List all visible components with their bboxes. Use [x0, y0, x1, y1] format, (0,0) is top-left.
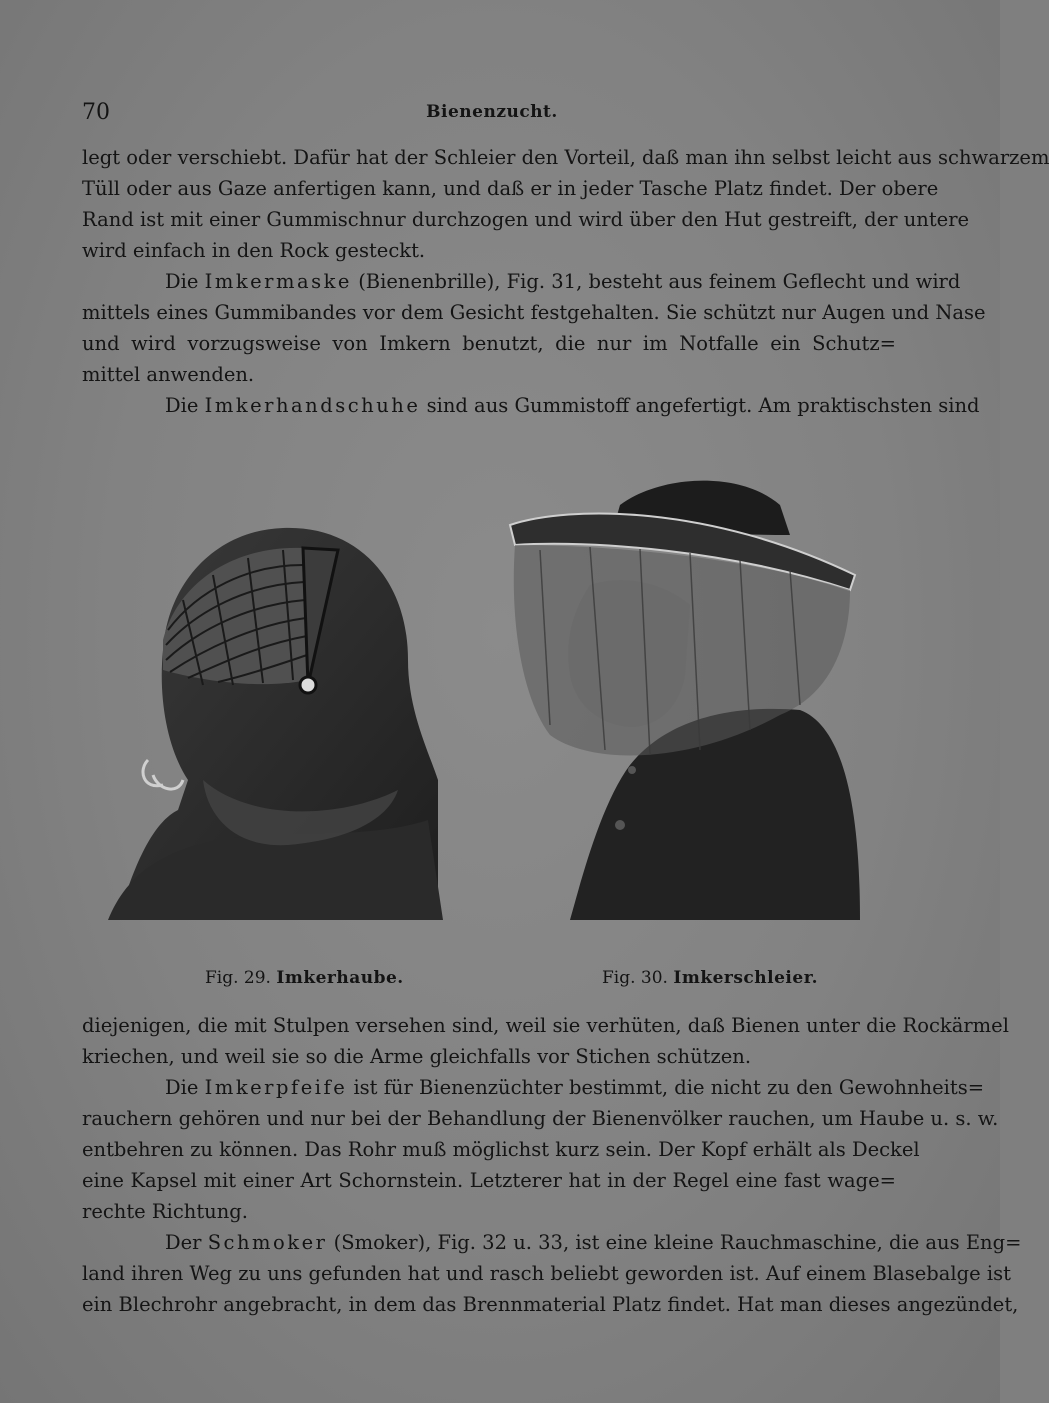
text-line: kriechen, und weil sie so die Arme gleichfalls vor Stichen schützen. — [82, 1045, 752, 1068]
text-line: mittels eines Gummibandes vor dem Gesicht festgehalten. Sie schützt nur Augen und Nase — [82, 301, 986, 324]
term-imkerpfeife: Imkerpfeife — [204, 1076, 348, 1099]
text-line: land ihren Weg zu uns gefunden hat und rasch beliebt geworden ist. Auf einem Blasebalge ist — [82, 1262, 1011, 1285]
text-block-bottom — [82, 1010, 1022, 1320]
paragraph-imkerhandschuhe-first-line — [82, 390, 980, 421]
paragraph-rest: ist für Bienenzüchter bestimmt, die nicht zu den Gewohnheits= — [353, 1076, 985, 1099]
text-line: rauchern gehören und nur bei der Behandlung der Bienenvölker rauchen, um Haube u. s. w. — [82, 1107, 999, 1130]
text-block-top — [82, 142, 1049, 421]
term-schmoker: Schmoker — [207, 1231, 328, 1254]
figure-29-name: Imkerhaube. — [276, 968, 404, 988]
figure-30-number: Fig. 30. — [602, 968, 668, 988]
figure-area — [0, 455, 1000, 975]
text-line: eine Kapsel mit einer Art Schornstein. Letzterer hat in der Regel eine fast wage= — [82, 1169, 896, 1192]
text-line: legt oder verschiebt. Dafür hat der Schleier den Vorteil, daß man ihn selbst leicht aus schwarzem — [82, 146, 1049, 169]
paragraph-lead: Die — [165, 270, 199, 293]
text-line: und wird vorzugsweise von Imkern benutzt, die nur im Notfalle ein Schutz= — [82, 332, 896, 355]
text-line: rechte Richtung. — [82, 1200, 248, 1223]
page-header — [82, 100, 902, 130]
text-line: ein Blechrohr angebracht, in dem das Brennmaterial Platz findet. Hat man dieses angezündet, — [82, 1293, 1019, 1316]
paragraph-lead: Die — [165, 1076, 199, 1099]
figure-29-caption — [205, 968, 404, 988]
paragraph-rest: sind aus Gummistoff angefertigt. Am praktischsten sind — [426, 394, 980, 417]
running-title: Bienenzucht. — [426, 102, 558, 122]
text-line: Tüll oder aus Gaze anfertigen kann, und daß er in jeder Tasche Platz findet. Der obere — [82, 177, 939, 200]
paragraph-imkermaske-first-line — [82, 266, 961, 297]
paragraph-lead: Die — [165, 394, 199, 417]
figure-29-number: Fig. 29. — [205, 968, 271, 988]
text-line: mittel anwenden. — [82, 363, 255, 386]
text-line: Rand ist mit einer Gummischnur durchzogen und wird über den Hut gestreift, der untere — [82, 208, 970, 231]
text-line: wird einfach in den Rock gesteckt. — [82, 239, 426, 262]
text-line: diejenigen, die mit Stulpen versehen sind, weil sie verhüten, daß Bienen unter die Rockärmel — [82, 1014, 1009, 1037]
term-imkerhandschuhe: Imkerhandschuhe — [204, 394, 421, 417]
figure-imkerschleier-illustration — [510, 465, 862, 920]
page-number: 70 — [82, 100, 110, 125]
figure-30-caption — [602, 968, 818, 988]
paragraph-imkerpfeife-first-line — [82, 1072, 985, 1103]
paragraph-rest: (Bienenbrille), Fig. 31, besteht aus feinem Geflecht und wird — [358, 270, 961, 293]
paragraph-lead: Der — [165, 1231, 202, 1254]
figure-imkerhaube-illustration — [108, 520, 448, 920]
text-line: entbehren zu können. Das Rohr muß möglichst kurz sein. Der Kopf erhält als Deckel — [82, 1138, 920, 1161]
paragraph-rest: (Smoker), Fig. 32 u. 33, ist eine kleine Rauchmaschine, die aus Eng= — [333, 1231, 1022, 1254]
term-imkermaske: Imkermaske — [204, 270, 352, 293]
figure-30-name: Imkerschleier. — [673, 968, 819, 988]
paragraph-schmoker-first-line — [82, 1227, 1022, 1258]
